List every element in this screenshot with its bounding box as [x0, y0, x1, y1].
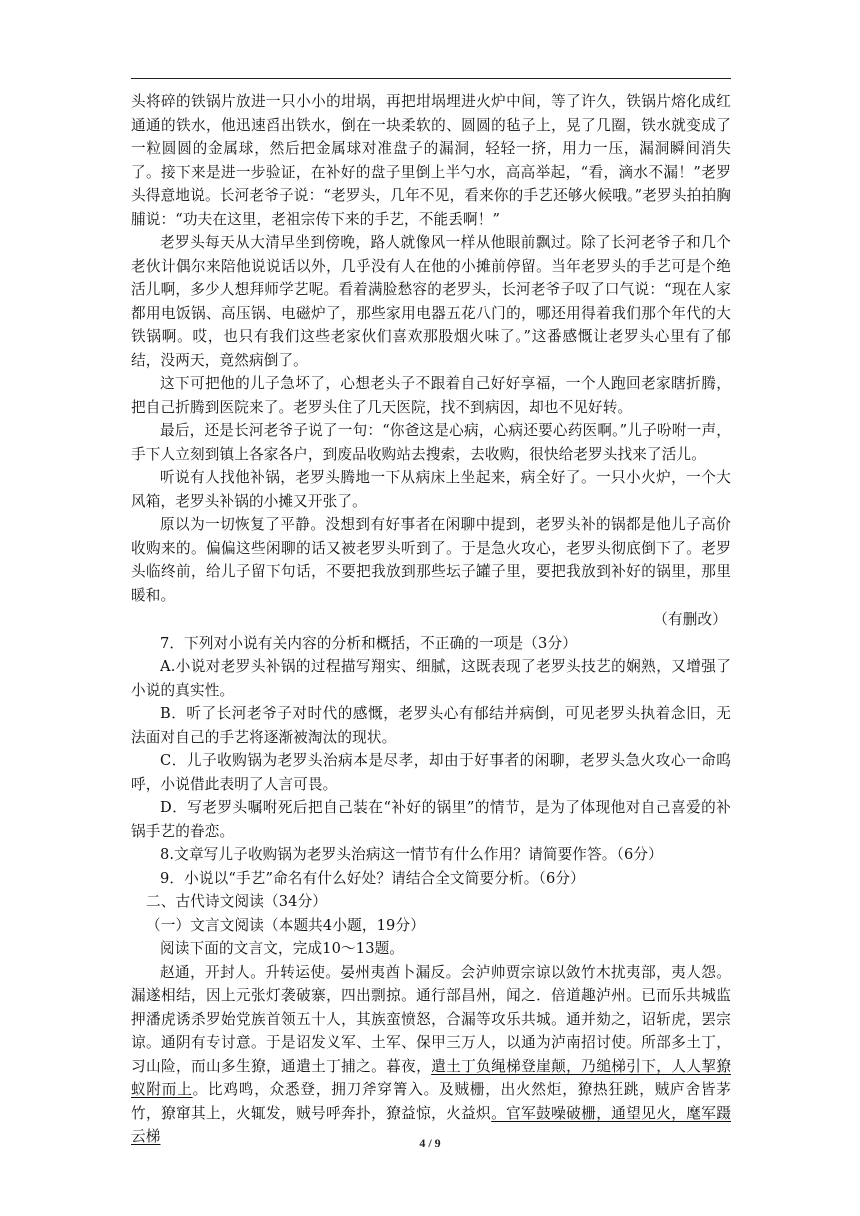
underlined-sentence: 遣土丁负绳梯登崖颠，乃缒梯引下，人人挈獠蚁附而上: [131, 1057, 731, 1098]
reading-instruction: 阅读下面的文言文，完成10～13题。: [160, 940, 405, 957]
question-7-option-b: B．听了长河老爷子对时代的感慨，老罗头心有郁结并病倒，可见老罗头执着念旧，无法面对自己的手艺将逐渐被淘汰的现状。: [131, 705, 731, 746]
underlined-sentence: 。官军鼓噪破栅，通望见火，麾军蹑云梯: [131, 1104, 731, 1145]
story-paragraph: 原以为一切恢复了平静。没想到有好事者在闲聊中提到，老罗头补的锅都是他儿子高价收购来的。偏偏这些闲聊的话又被老罗头听到了。于是急火攻心，老罗头彻底倒下了。老罗头临终前，给儿子留下句话，不要把我放到那些坛子罐子里，要把我放到补好的锅里，那里暖和。: [131, 516, 731, 604]
source-note: （有删改）: [653, 611, 727, 628]
subsection-title: （一）文言文阅读（本题共4小题，19分）: [146, 916, 425, 934]
section-title: 二、古代诗文阅读（34分）: [146, 893, 328, 910]
header-rule: [131, 78, 731, 79]
question-7-option-a: A.小说对老罗头补锅的过程描写翔实、细腻，这既表现了老罗头技艺的娴熟，又增强了小说的真实性。: [131, 658, 731, 699]
classical-text-segment: 。比鸡鸣，众悉登，拥刀斧穿箐入。及贼栅，出火然炬，獠热狂跳，贼庐舍皆茅竹，獠窜其上，火辄发，贼号呼奔扑，獠益惊，火益炽: [131, 1081, 731, 1122]
story-paragraph: 听说有人找他补锅，老罗头腾地一下从病床上坐起来，病全好了。一只小火炉，一个大风箱，老罗头补锅的小摊又开张了。: [131, 469, 731, 510]
question-7-option-c: C．儿子收购锅为老罗头治病本是尽孝，却由于好事者的闲聊，老罗头急火攻心一命呜呼，小说借此表明了人言可畏。: [131, 752, 731, 793]
story-paragraph: 这下可把他的儿子急坏了，心想老头子不跟着自己好好享福，一个人跑回老家瞎折腾，把自己折腾到医院来了。老罗头住了几天医院，找不到病因，却也不见好转。: [131, 375, 731, 416]
question-9: 9．小说以“手艺”命名有什么好处？请结合全文简要分析。（6分）: [160, 869, 585, 887]
question-8: 8.文章写儿子收购锅为老罗头治病这一情节有什么作用？请简要作答。（6分）: [160, 846, 663, 863]
story-paragraph: 头将碎的铁锅片放进一只小小的坩埚，再把坩埚埋进火炉中间，等了许久，铁锅片熔化成红通通的铁水，他迅速舀出铁水，倒在一块柔软的、圆圆的毡子上，晃了几圈，铁水就变成了一粒圆圆的金属球，然后把金属球对准盘子的漏洞，轻轻一挤，用力一压，漏洞瞬间消失了。接下来是进一步验证，在补好的盘子里倒上半勺水，高高举起，“看，滴水不漏！”老罗头得意地说。长河老爷子说：“老罗头，几年不见，看来你的手艺还够火候哦。”老罗头拍拍胸脯说：“功夫在这里，老祖宗传下来的手艺，不能丢啊！”: [131, 93, 731, 228]
story-paragraph: 最后，还是长河老爷子说了一句：“你爸这是心病，心病还要心药医啊。”儿子吩咐一声，手下人立刻到镇上各家各户，到废品收购站去搜索，去收购，很快给老罗头找来了活儿。: [131, 422, 731, 463]
question-7: 7．下列对小说有关内容的分析和概括，不正确的一项是（3分）: [160, 634, 577, 652]
classical-text-segment: 赵通，开封人。升转运使。晏州夷酋卜漏反。会泸帅贾宗谅以敛竹木扰夷部，夷人怨。漏遂相结，因上元张灯袭破寨，四出剽掠。通行部昌州，闻之．倍道趣泸州。已而乐共城监押潘虎诱杀罗始党族首领五十人，其族蛮愤怒，合漏等攻乐共城。通并劾之，诏斩虎，罢宗谅。通阴有专讨意。于是诏发义军、土军、保甲三万人，以通为泸南招讨使。所部多土丁，习山险，而山多生獠，通遣土丁捕之。暮夜，: [131, 963, 731, 1075]
classical-text-paragraph: [131, 961, 731, 1149]
story-paragraph: 老罗头每天从大清早坐到傍晚，路人就像风一样从他眼前飘过。除了长河老爷子和几个老伙计偶尔来陪他说说话以外，几乎没有人在他的小摊前停留。当年老罗头的手艺可是个绝活儿啊，多少人想拜师学艺呢。看着满脸愁容的老罗头，长河老爷子叹了口气说：“现在人家都用电饭锅、高压锅、电磁炉了，那些家用电器五花八门的，哪还用得着我们那个年代的大铁锅啊。哎，也只有我们这些老家伙们喜欢那股烟火味了。”这番感慨让老罗头心里有了郁结，没两天，竟然病倒了。: [131, 234, 731, 369]
page-number: 4 / 9: [419, 1136, 441, 1150]
question-7-option-d: D．写老罗头嘱咐死后把自己装在“补好的锅里”的情节，是为了体现他对自己喜爱的补锅手艺的眷恋。: [131, 799, 731, 840]
document-body: [131, 90, 731, 1149]
